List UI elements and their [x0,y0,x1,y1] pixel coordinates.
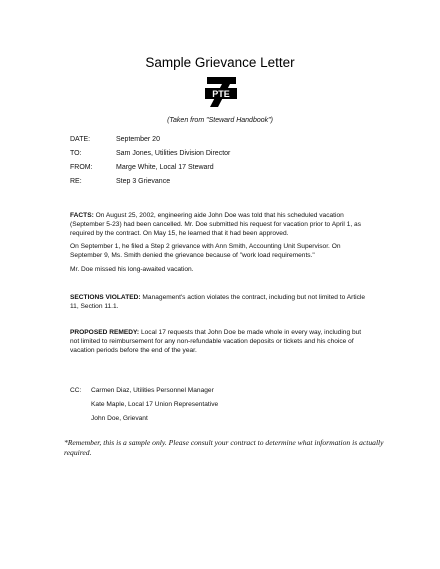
header-label: DATE: [70,136,91,143]
page-title: Sample Grievance Letter [145,55,295,70]
facts-text: On August 25, 2002, engineering aide John Doe was told that his scheduled vacation (September 5-23) had been cancelled. Mr. Doe submitted his request for vacation prior to April 1, as required by the contract. On May 15, he learned that it had been approved. [70,212,362,237]
remedy-heading: PROPOSED REMEDY: [70,329,140,336]
source-note: (Taken from "Steward Handbook") [167,117,273,124]
header-value: Step 3 Grievance [116,178,171,185]
facts-paragraph-2: On September 1, he filed a Step 2 grievance with Ann Smith, Accounting Unit Supervisor. On September 9, Ms. Smith denied the grievance because of "work load requirements." [70,243,341,259]
header-label: TO: [70,150,82,157]
cc-recipient: John Doe, Grievant [91,415,148,422]
header-value: Marge White, Local 17 Steward [116,164,214,171]
cc-recipient: Carmen Diaz, Utilities Personnel Manager [91,387,214,394]
sections-text: Management's action violates the contract, including but not limited to Article 11, Section 11.1. [70,294,366,310]
svg-text:PTE: PTE [212,89,230,99]
remedy-paragraph [70,328,370,355]
header-label: FROM: [70,164,93,171]
sections-paragraph [70,293,370,311]
header-value: September 20 [116,136,160,143]
cc-label: CC: [70,387,82,394]
header-value: Sam Jones, Utilities Division Director [116,150,231,157]
sections-heading: SECTIONS VIOLATED: [70,294,141,301]
cc-recipient: Kate Maple, Local 17 Union Representative [91,401,219,408]
facts-paragraph-3: Mr. Doe missed his long-awaited vacation. [70,266,194,273]
sample-disclaimer: *Remember, this is a sample only. Please consult your contract to determine what information is actually required. [64,438,384,457]
facts-heading: FACTS: [70,212,94,219]
local-17-logo [203,76,239,108]
header-label: RE: [70,178,82,185]
facts-paragraph [70,211,370,238]
remedy-text: Local 17 requests that John Doe be made whole in every way, including but not limited to reimbursement for any non-refundable vacation deposits or tickets and his choice of vacation periods before the end of the year. [70,329,362,354]
